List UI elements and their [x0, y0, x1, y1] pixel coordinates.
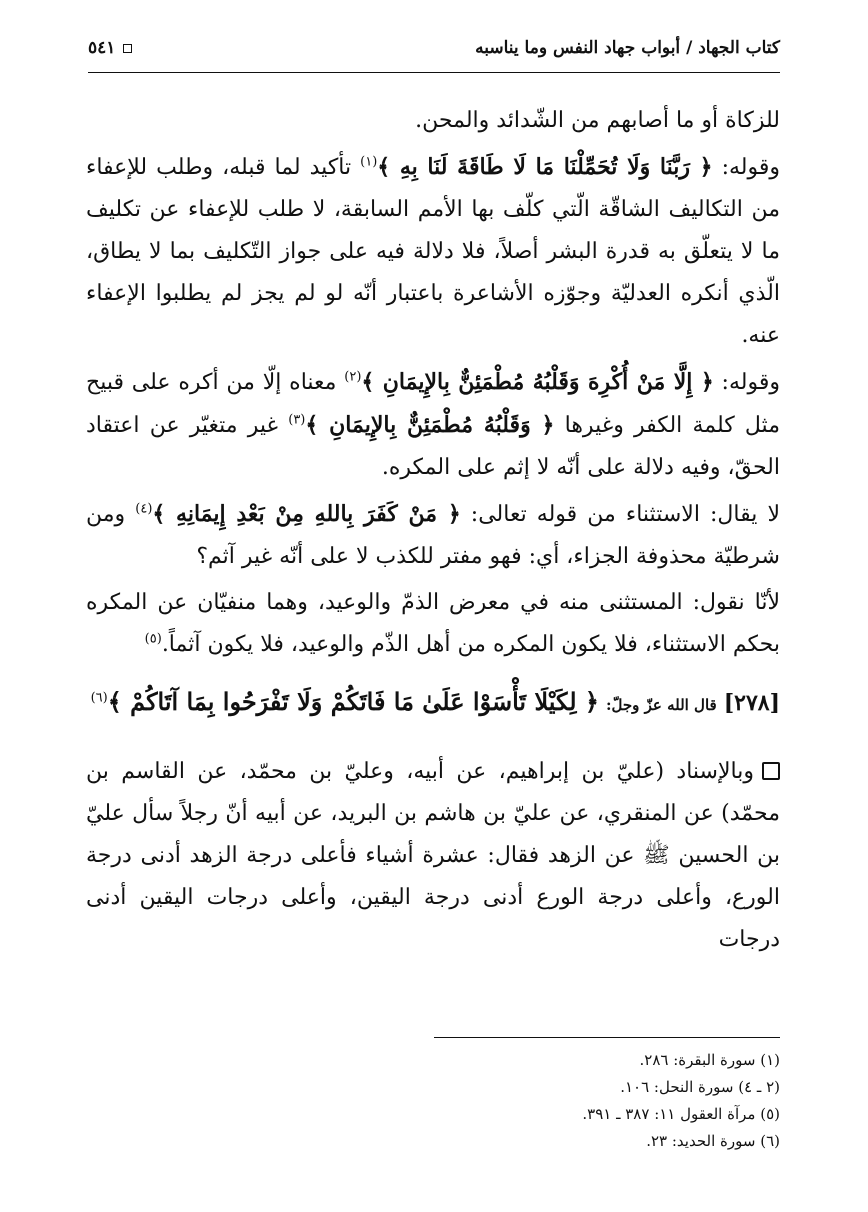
body-text — [86, 100, 780, 965]
paragraph-4 — [86, 493, 780, 578]
footnote-ref: (١) — [360, 154, 378, 170]
text-run: معناه إلّا من أكره على قبيح مثل كلمة الكفر وغيرها — [86, 370, 780, 438]
footnote-ref: (٢) — [344, 369, 362, 385]
footnote: (٢ ـ ٤) سورة النحل: ١٠٦. — [620, 1078, 780, 1096]
text-run: لأنّا نقول: المستثنى منه في معرض الذمّ والوعيد، وهما منفيّان عن المكره بحكم الاستثناء، فلا يكون المكره من أهل الذّم والوعيد، فلا يكون آثماً. — [86, 590, 780, 657]
quran-quote: ﴿ إِلَّا مَنْ أُكْرِهَ وَقَلْبُهُ مُطْمَئِنٌّ بِالإِيمَانِ ﴾ — [361, 369, 714, 395]
paragraph-2 — [86, 146, 780, 357]
text-run: ومن شرطيّة محذوفة الجزاء، أي: فهو مفتر للكذب لا على أنّه غير آثم؟ — [86, 502, 780, 569]
footnote-ref: (٣) — [288, 412, 306, 428]
footnote-ref: (٦) — [90, 690, 108, 706]
footnote: (٥) مرآة العقول ١١: ٣٨٧ ـ ٣٩١. — [582, 1105, 780, 1123]
footnote: (٦) سورة الحديد: ٢٣. — [646, 1132, 780, 1150]
square-bullet-icon — [762, 762, 780, 780]
header-title: كتاب الجهاد / أبواب جهاد النفس وما يناسبه — [475, 38, 780, 58]
footnote-rule — [434, 1037, 780, 1038]
quran-quote: ﴿ رَبَّنَا وَلَا تُحَمِّلْنَا مَا لَا طَاقَةَ لَنَا بِهِ ﴾ — [377, 154, 713, 180]
paragraph-1: للزكاة أو ما أصابهم من الشّدائد والمحن. — [415, 108, 780, 133]
quran-quote: ﴿ وَقَلْبُهُ مُطْمَئِنٌّ بِالإِيمَانِ ﴾ — [305, 412, 555, 438]
text-run: وبالإسناد (عليّ بن إبراهيم، عن أبيه، وعليّ بن محمّد، عن القاسم بن محمّد) عن المنقري، عن عليّ بن هاشم بن البريد، عن أبيه أنّ رجلاً سأل عليّ بن الحسين ﷺ عن الزهد فقال: عشرة أشياء فأعلى درجة الزهد أدنى درجة الورع، وأعلى درجة الورع أدنى درجة اليقين، وأعلى درجات اليقين أدنى درجات — [86, 759, 780, 952]
text-run: تأكيد لما قبله، وطلب للإعفاء من التكاليف الشاقّة الّتي كلّف بها الأمم السابقة، لا طلب للإعفاء عن تكليف ما لا يتعلّق به قدرة البشر أصلاً، فلا دلالة فيه على جواز التّكليف بما لا يطاق، الّذي أنكره العدليّة وجوّزه الأشاعرة باعتبار أنّه لو لم يجز لم يطلبوا الإعفاء عنه. — [86, 155, 780, 348]
paragraph-3 — [86, 361, 780, 489]
footnotes — [360, 1047, 780, 1155]
header-rule — [88, 72, 780, 73]
hadith-heading — [86, 680, 780, 727]
text-run: لا يقال: الاستثناء من قوله تعالى: — [460, 502, 780, 527]
text-run: وقوله: — [712, 155, 780, 180]
hadith-intro: قال الله عزّ وجلّ: — [606, 696, 717, 714]
paragraph-6 — [86, 751, 780, 961]
square-ornament-icon — [123, 44, 132, 53]
footnote-ref: (٤) — [135, 501, 153, 517]
page-number: ٥٤١ — [88, 38, 116, 58]
footnote-ref: (٥) — [144, 631, 162, 647]
quran-quote: ﴿ مَنْ كَفَرَ بِاللهِ مِنْ بَعْدِ إِيمَانِهِ ﴾ — [152, 501, 461, 527]
page-number-block — [88, 38, 132, 58]
footnote: (١) سورة البقرة: ٢٨٦. — [639, 1051, 780, 1069]
running-header — [88, 38, 780, 58]
text-run: غير متغيّر عن اعتقاد الحقّ، وفيه دلالة على أنّه لا إثم على المكره. — [86, 413, 780, 480]
quran-quote: ﴿ لِكَيْلَا تَأْسَوْا عَلَىٰ مَا فَاتَكُمْ وَلَا تَفْرَحُوا بِمَا آتَاكُمْ ﴾ — [107, 687, 599, 716]
paragraph-5 — [86, 582, 780, 666]
hadith-number: [٢٧٨] — [723, 690, 780, 716]
text-run: وقوله: — [713, 370, 780, 395]
